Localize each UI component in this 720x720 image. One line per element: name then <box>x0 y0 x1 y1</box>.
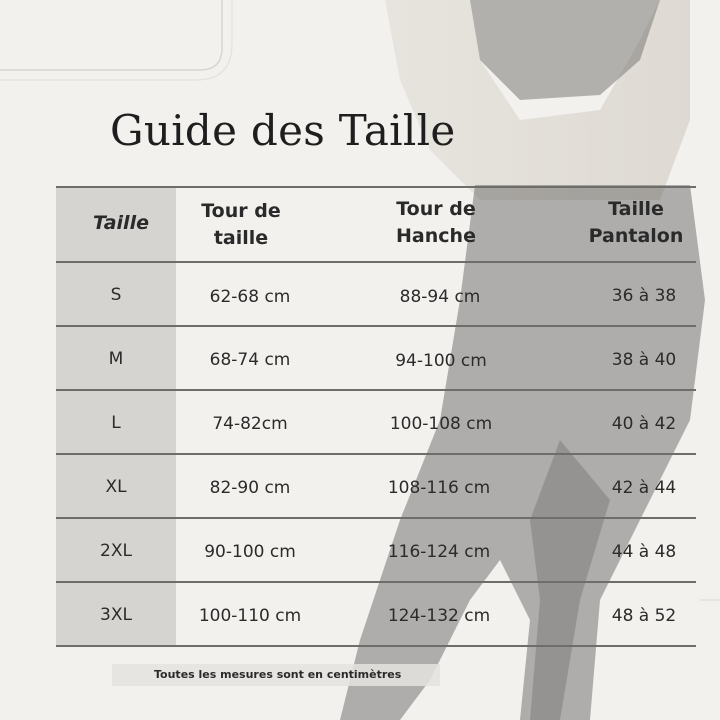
header-pants <box>578 196 694 250</box>
table-bottom-border <box>56 645 696 647</box>
cell-size: 2XL <box>100 541 132 561</box>
cell-pants: 48 à 52 <box>611 606 677 626</box>
cell-pants: 44 à 48 <box>611 542 677 562</box>
cell-hip: 100-108 cm <box>389 414 493 434</box>
header-waist <box>180 198 302 252</box>
cell-waist: 90-100 cm <box>204 542 296 562</box>
cell-size: L <box>111 413 121 433</box>
row-divider <box>56 389 696 391</box>
footnote: Toutes les mesures sont en centimètres <box>154 668 402 681</box>
cell-waist: 100-110 cm <box>198 606 302 626</box>
header-pants-line2: Pantalon <box>588 225 684 247</box>
page-title: Guide des Taille <box>110 106 456 155</box>
cell-size: S <box>110 285 122 305</box>
cell-pants: 42 à 44 <box>611 478 677 498</box>
header-waist-line2: taille <box>213 227 269 249</box>
cell-pants: 36 à 38 <box>611 286 677 306</box>
cell-hip: 108-116 cm <box>387 478 491 498</box>
row-divider <box>56 581 696 583</box>
row-divider <box>56 261 696 263</box>
cell-hip: 116-124 cm <box>387 542 491 562</box>
header-hip-line2: Hanche <box>396 225 476 247</box>
header-pants-line1: Taille <box>608 198 664 220</box>
cell-waist: 68-74 cm <box>209 350 291 370</box>
row-divider <box>56 325 696 327</box>
row-divider <box>56 517 696 519</box>
cell-size: XL <box>105 477 127 497</box>
header-waist-line1: Tour de <box>201 200 281 222</box>
cell-size: 3XL <box>100 605 132 625</box>
cell-hip: 124-132 cm <box>387 606 491 626</box>
cell-pants: 40 à 42 <box>611 414 677 434</box>
row-divider <box>56 453 696 455</box>
cell-hip: 88-94 cm <box>399 287 481 307</box>
table-top-border <box>56 186 696 188</box>
header-hip <box>370 196 502 250</box>
cell-pants: 38 à 40 <box>611 350 677 370</box>
header-hip-line1: Tour de <box>396 198 476 220</box>
cell-waist: 74-82cm <box>212 414 288 434</box>
cell-size: M <box>108 349 124 369</box>
cell-waist: 62-68 cm <box>209 287 291 307</box>
header-size: Taille <box>93 212 149 234</box>
cell-hip: 94-100 cm <box>395 351 487 371</box>
cell-waist: 82-90 cm <box>209 478 291 498</box>
